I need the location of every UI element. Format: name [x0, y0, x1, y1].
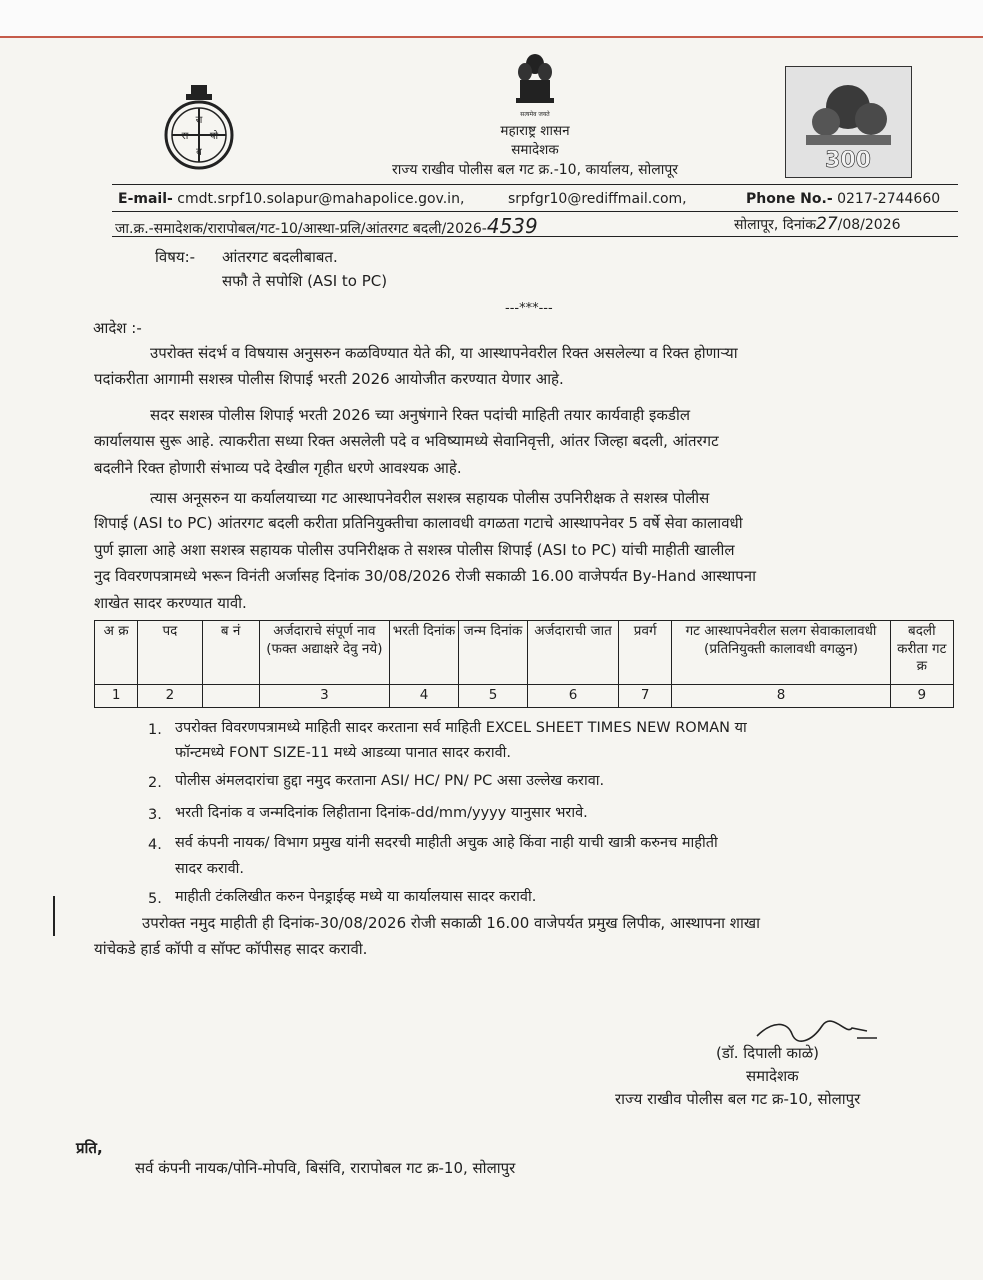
- para-2-line-3: बदलीने रिक्त होणारी संभाव्य पदे देखील गृहीत धरणे आवश्यक आहे.: [94, 459, 462, 477]
- table-header-cell: जन्म दिनांक: [459, 621, 528, 685]
- recipient-label: प्रति,: [76, 1139, 103, 1157]
- email-primary: cmdt.srpf10.solapur@mahapolice.gov.in,: [177, 191, 465, 207]
- table-number-row: [95, 685, 954, 708]
- details-table: [94, 620, 954, 708]
- signatory-office: राज्य राखीव पोलीस बल गट क्र-10, सोलापुर: [615, 1090, 861, 1108]
- subject-line-1: आंतरगट बदलीबाबत.: [222, 248, 338, 266]
- instruction-number: 3.: [148, 807, 162, 823]
- instruction-text: सर्व कंपनी नायक/ विभाग प्रमुख यांनी सदरची माहीती अचुक आहे किंवा नाही याची खात्री करुनच माहीती: [175, 835, 718, 851]
- instruction-text: भरती दिनांक व जन्मदिनांक लिहीताना दिनांक-dd/mm/yyyy यानुसार भरावे.: [175, 805, 588, 821]
- para-1-line-2: पदांकरीता आगामी सशस्त्र पोलीस शिपाई भरती 2026 आयोजीत करण्यात येणार आहे.: [94, 370, 564, 388]
- instruction-text-cont: सादर करावी.: [175, 861, 245, 877]
- para-3-line-3: पुर्ण झाला आहे अशा सशस्त्र सहायक पोलीस उपनिरीक्षक ते सशस्त्र पोलीस शिपाई (ASI to PC) यांची माहीती खालील: [94, 541, 735, 559]
- logo-number: 300: [825, 148, 871, 173]
- table-number-cell: 5: [459, 685, 528, 708]
- margin-mark: [53, 896, 55, 936]
- table-number-cell: 9: [890, 685, 953, 708]
- divider: ---***---: [505, 301, 553, 316]
- instruction-text: उपरोक्त विवरणपत्रामध्ये माहिती सादर करताना सर्व माहिती EXCEL SHEET TIMES NEW ROMAN या: [175, 720, 747, 736]
- signatory-name: (डॉ. दिपाली काळे): [716, 1044, 820, 1062]
- table-header-cell: अर्जदाराचे संपूर्ण नाव (फक्त अद्याक्षरे देवु नये): [259, 621, 389, 685]
- reference-number-handwritten: 4539: [486, 214, 538, 238]
- top-margin: [0, 0, 983, 38]
- logo-letter-top: रा: [195, 115, 203, 126]
- table-number-cell: 2: [138, 685, 202, 708]
- para-2-line-2: कार्यालयास सुरू आहे. त्याकरीता सध्या रिक्त असलेली पदे व भविष्यामध्ये सेवानिवृत्ती, आंतर जिल्हा बदली, आंतरगट: [94, 432, 719, 450]
- para-3-line-1: त्यास अनूसरुन या कर्यालयाच्या गट आस्थापनेवरील सशस्त्र सहायक पोलीस उपनिरीक्षक ते सशस्त्र पोलीस: [150, 489, 710, 507]
- date-prefix: सोलापूर, दिनांक: [734, 217, 816, 233]
- table-header-cell: पद: [138, 621, 202, 685]
- table-number-cell: 6: [528, 685, 619, 708]
- office-full: राज्य राखीव पोलीस बल गट क्र.-10, कार्यालय, सोलापूर: [391, 162, 679, 178]
- table-header-cell: अ क्र: [95, 621, 138, 685]
- instruction-text-cont: फॉन्टमध्ये FONT SIZE-11 मध्ये आडव्या पानात सादर करावी.: [175, 745, 512, 761]
- table-header-cell: ब नं: [202, 621, 259, 685]
- table-number-cell: 4: [390, 685, 459, 708]
- para-1-line-1: उपरोक्त संदर्भ व विषयास अनुसरुन कळविण्यात येते की, या आस्थापनेवरील रिक्त असलेल्या व रिक्त होणाऱ्या: [150, 344, 738, 362]
- date-handwritten: 27: [816, 214, 838, 234]
- emblem-caption: सत्यमेव जयते: [520, 111, 550, 118]
- table-number-cell: 8: [672, 685, 890, 708]
- para-3-line-4: नुद विवरणपत्रामध्ये भरून विनंती अर्जासह दिनांक 30/08/2026 रोजी सकाळी 16.00 वाजेपर्यत By-Hand आस्थापना: [94, 567, 756, 585]
- email-secondary: srpfgr10@rediffmail.com,: [508, 191, 687, 207]
- logo-letter-bottom: ब: [196, 147, 202, 158]
- phone-line: [746, 190, 940, 209]
- header-rule-1: [112, 184, 958, 185]
- logo-letter-right: पो: [209, 131, 219, 142]
- table-header-cell: प्रवर्ग: [618, 621, 671, 685]
- signatory-designation: समादेशक: [746, 1067, 799, 1085]
- recipient-to: सर्व कंपनी नायक/पोनि-मोपवि, बिसंवि, रारापोबल गट क्र-10, सोलापुर: [135, 1159, 516, 1177]
- instruction-text: माहीती टंकलिखीत करुन पेनड्राईव्ह मध्ये या कार्यालयास सादर करावी.: [175, 889, 537, 905]
- national-emblem-icon: [508, 50, 562, 120]
- header-rule-3: [112, 236, 958, 237]
- govt-title: महाराष्ट्र शासन: [500, 123, 570, 139]
- instruction-number: 5.: [148, 891, 162, 907]
- office-title: समादेशक: [511, 142, 559, 158]
- table-number-cell: 1: [95, 685, 138, 708]
- para-3-line-2: शिपाई (ASI to PC) आंतरगट बदली करीता प्रतिनियुक्तीचा कालावधी वगळता गटाचे आस्थापनेवर 5 वर्षे सेवा कालावधी: [94, 514, 743, 532]
- subject-label: विषय:-: [155, 248, 196, 266]
- order-label: आदेश :-: [93, 319, 142, 337]
- table-number-cell: [202, 685, 259, 708]
- table-header-row: [95, 621, 954, 685]
- reference-prefix: जा.क्र.-समादेशक/रारापोबल/गट-10/आस्था-प्रलि/आंतरगट बदली/2026-: [115, 221, 487, 237]
- instruction-number: 4.: [148, 837, 162, 853]
- anniversary-logo-icon: [785, 66, 912, 178]
- email-label: E-mail-: [118, 191, 173, 207]
- table-number-cell: 7: [618, 685, 671, 708]
- subject-line-2: सफौ ते सपोशि (ASI to PC): [222, 272, 388, 290]
- srpf-logo-icon: [158, 83, 240, 171]
- instruction-number: 1.: [148, 722, 162, 738]
- table-header-cell: अर्जदाराची जात: [528, 621, 619, 685]
- table-header-cell: गट आस्थापनेवरील सलग सेवाकालावधी (प्रतिनियुक्ती कालावधी वगळुन): [672, 621, 890, 685]
- header-rule-2: [112, 211, 958, 212]
- signature-icon: [752, 1016, 882, 1046]
- reference-date: [734, 213, 901, 236]
- table-header-cell: बदली करीता गट क्र: [890, 621, 953, 685]
- logo-letter-left: रा: [181, 131, 189, 142]
- phone-label: Phone No.-: [746, 191, 833, 207]
- date-tail: /08/2026: [837, 217, 901, 233]
- closing-line-1: उपरोक्त नमुद माहीती ही दिनांक-30/08/2026 रोजी सकाळी 16.00 वाजेपर्यत प्रमुख लिपीक, आस्थापना शाखा: [142, 914, 761, 932]
- phone-number: 0217-2744660: [837, 191, 941, 207]
- email-line: [118, 190, 464, 209]
- closing-line-2: यांचेकडे हार्ड कॉपी व सॉफ्ट कॉपीसह सादर करावी.: [94, 940, 368, 958]
- para-2-line-1: सदर सशस्त्र पोलीस शिपाई भरती 2026 च्या अनुषंगाने रिक्त पदांची माहिती तयार कार्यवाही इकडील: [150, 406, 691, 424]
- table-number-cell: 3: [259, 685, 389, 708]
- instruction-number: 2.: [148, 775, 162, 791]
- table-header-cell: भरती दिनांक: [390, 621, 459, 685]
- instruction-text: पोलीस अंमलदारांचा हुद्दा नमुद करताना ASI/ HC/ PN/ PC असा उल्लेख करावा.: [175, 773, 605, 789]
- para-3-line-5: शाखेत सादर करण्यात यावी.: [94, 594, 247, 612]
